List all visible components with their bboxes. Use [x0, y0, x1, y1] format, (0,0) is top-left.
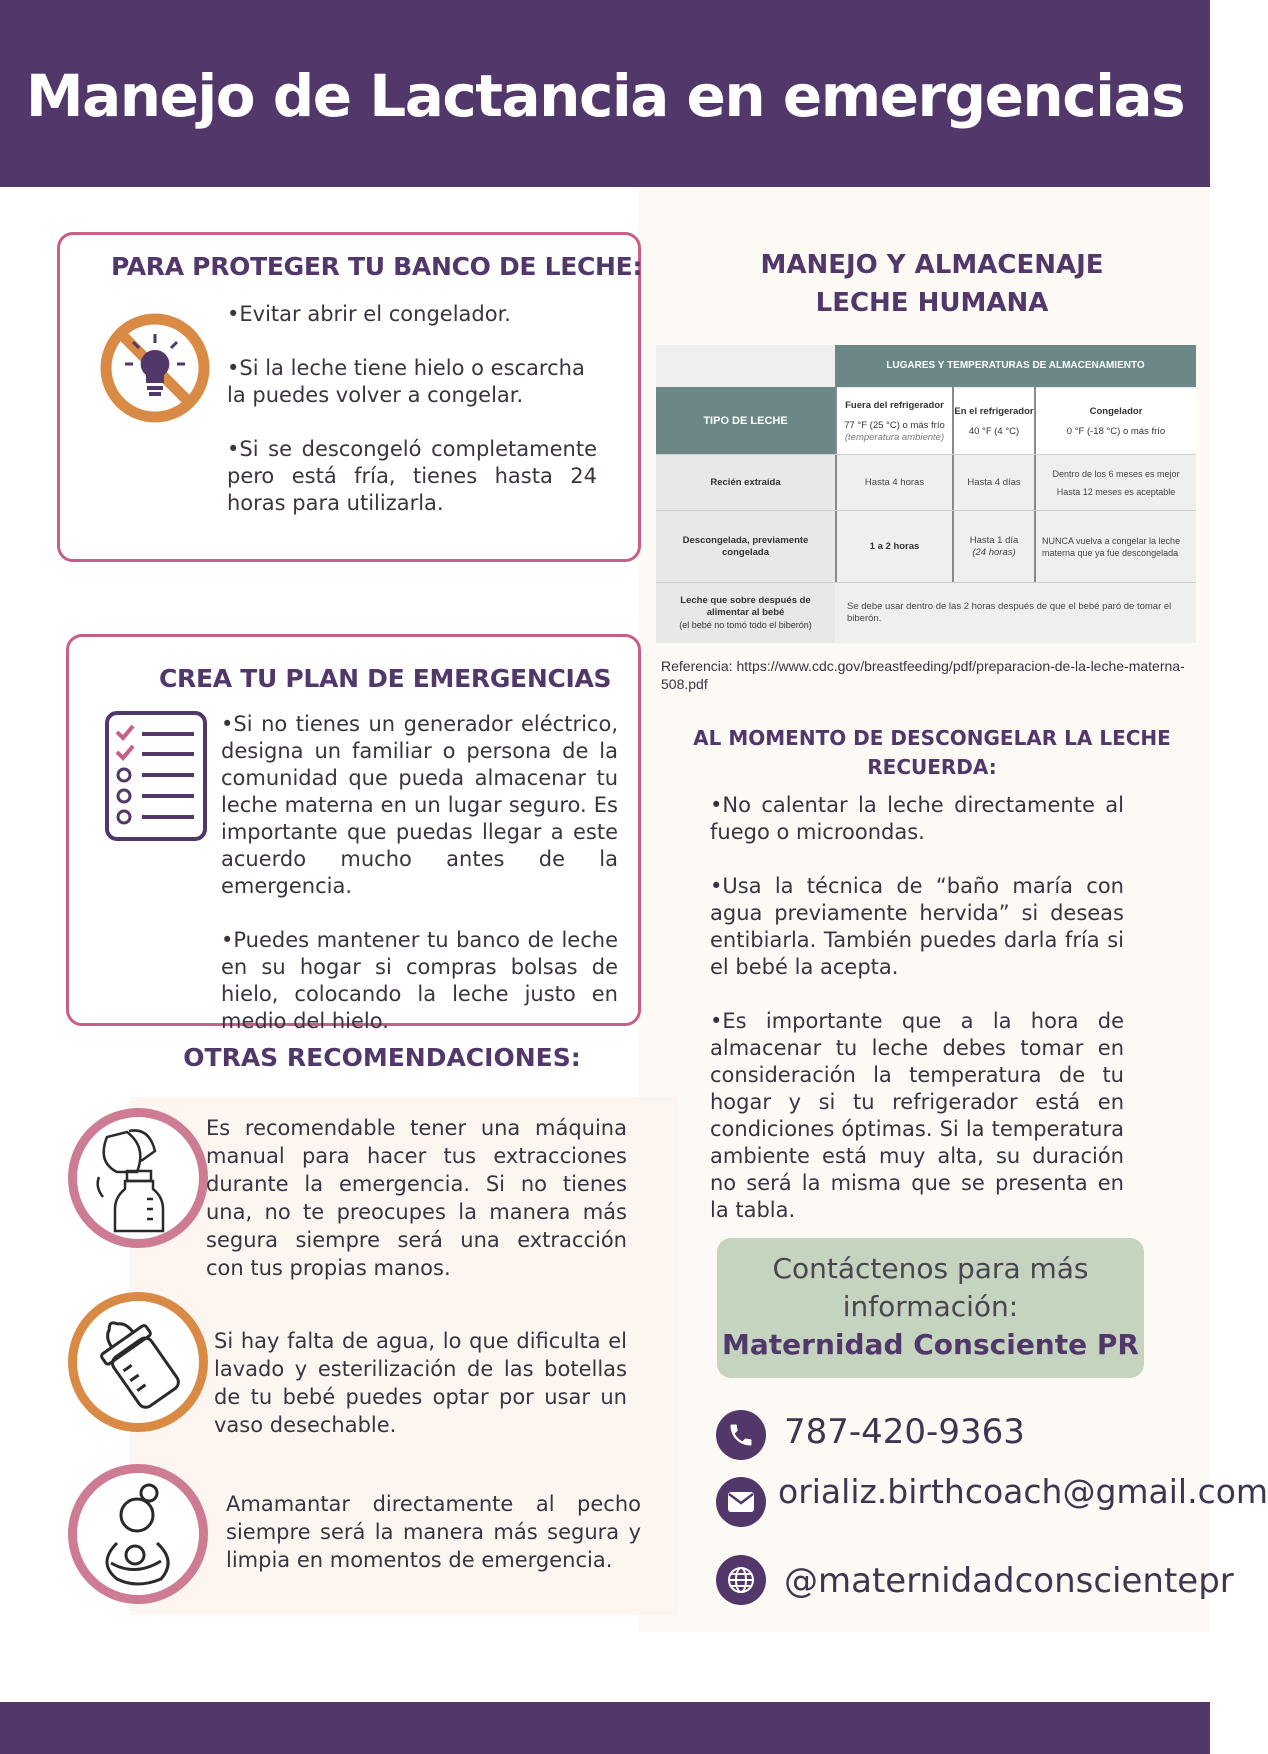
storage-title-line2: LECHE HUMANA — [815, 288, 1049, 318]
phone-number[interactable]: 787-420-9363 — [784, 1412, 1025, 1452]
storage-title — [656, 246, 1208, 322]
row-leftover-text: Se debe usar dentro de las 2 horas después de que el bebé paró de tomar el biberón. — [847, 601, 1172, 624]
thaw-title — [680, 724, 1184, 782]
row-thawed-head: Descongelada, previamente congelada — [656, 511, 835, 582]
protect-item: •Evitar abrir el congelador. — [227, 302, 511, 326]
protect-item: •Si la leche tiene hielo o escarcha la puedes volver a congelar. — [227, 356, 585, 407]
thaw-title-line1: AL MOMENTO DE DESCONGELAR LA LECHE — [693, 726, 1171, 750]
recommendation-pump: Es recomendable tener una máquina manual para hacer tus extracciones durante la emergencia. Si no tienes una, no te preocupes la manera más segura siempre será una extracción con tus propias manos. — [206, 1116, 627, 1280]
table-col-outside — [837, 389, 952, 454]
thaw-item: •Usa la técnica de “baño maría con agua previamente hervida” si deseas entibiarla. También puedes darla fría si el bebé la acepta. — [710, 874, 1124, 979]
contact-line1: Contáctenos para más — [772, 1252, 1089, 1285]
row-thawed-fridge — [954, 511, 1034, 582]
thaw-item: •Es importante que a la hora de almacenar tu leche debes tomar en consideración la temperatura de tu hogar y si tu refrigerador está en condiciones óptimas. Si la temperatura ambiente está muy alta, su duración no será la misma que se presenta en la tabla. — [710, 1009, 1124, 1222]
other-recommendations-title: OTRAS RECOMENDACIONES: — [183, 1043, 581, 1072]
globe-icon — [716, 1555, 766, 1605]
email-icon — [716, 1477, 766, 1527]
plan-list — [221, 711, 618, 1035]
row-fresh-freezer — [1036, 455, 1196, 510]
contact-line2: información: — [842, 1290, 1019, 1323]
table-top-header: LUGARES Y TEMPERATURAS DE ALMACENAMIENTO — [835, 345, 1196, 387]
breast-pump-icon — [68, 1108, 208, 1248]
protect-title: PARA PROTEGER TU BANCO DE LECHE: — [111, 252, 643, 281]
col-outside-temp: 77 °F (25 °C) o más frío — [844, 419, 945, 431]
contact-box — [717, 1238, 1144, 1378]
col-freezer-title: Congelador — [1089, 405, 1143, 417]
row-leftover-label: Leche que sobre después de alimentar al bebé — [680, 595, 811, 618]
thaw-title-line2: RECUERDA: — [867, 755, 997, 779]
row-fresh-outside: Hasta 4 horas — [864, 476, 925, 488]
recommendation-water: Si hay falta de agua, lo que dificulta el lavado y esterilización de las botellas de tu bebé puedes optar por usar un vaso desechable. — [214, 1329, 627, 1437]
social-handle[interactable]: @maternidadconscientepr — [784, 1561, 1234, 1601]
table-type-header: TIPO DE LECHE — [656, 387, 835, 454]
row-leftover-head — [656, 583, 835, 643]
row-thawed-freezer: NUNCA vuelva a congelar la leche materna que ya fue descongelada — [1042, 535, 1181, 558]
header-banner — [0, 0, 1210, 187]
row-fresh-head: Recién extraída — [656, 455, 835, 510]
email-address[interactable]: orializ.birthcoach@gmail.com — [778, 1472, 1268, 1511]
row-thawed-outside: 1 a 2 horas — [869, 540, 920, 552]
phone-icon — [716, 1410, 766, 1460]
plan-title: CREA TU PLAN DE EMERGENCIAS — [159, 664, 612, 693]
col-freezer-temp: 0 °F (-18 °C) o más frío — [1066, 425, 1166, 437]
breastfeeding-mother-icon — [68, 1464, 208, 1604]
row-leftover-note: (el bebé no tomó todo el biberón) — [679, 620, 812, 630]
row-thawed-fridge-a: Hasta 1 día — [969, 534, 1019, 546]
plan-item: •Si no tienes un generador eléctrico, designa un familiar o persona de la comunidad que pueda almacenar tu leche materna en un lugar seguro. Es importante que puedas llegar a este acuerdo mucho antes de la emergencia. — [221, 712, 618, 898]
row-fresh-freezer-a: Dentro de los 6 meses es mejor — [1052, 468, 1180, 479]
page-title: Manejo de Lactancia en emergencias — [25, 62, 1185, 130]
row-fresh-fridge: Hasta 4 días — [967, 476, 1021, 488]
footer-bar — [0, 1702, 1210, 1754]
reference-text: Referencia: https://www.cdc.gov/breastfeeding/pdf/preparacion-de-la-leche-materna-508.pdf — [661, 658, 1185, 692]
contact-org: Maternidad Consciente PR — [722, 1328, 1139, 1361]
thaw-item: •No calentar la leche directamente al fuego o microondas. — [710, 793, 1124, 844]
storage-table — [656, 345, 1196, 643]
no-light-icon — [99, 312, 211, 424]
col-outside-title: Fuera del refrigerador — [845, 399, 944, 411]
baby-bottle-icon — [68, 1292, 208, 1432]
col-fridge-temp: 40 °F (4 °C) — [968, 425, 1020, 437]
col-outside-note: (temperatura ambiente) — [844, 431, 945, 443]
table-col-fridge — [954, 389, 1034, 454]
recommendation-breastfeeding: Amamantar directamente al pecho siempre será la manera más segura y limpia en momentos de emergencia. — [226, 1492, 641, 1572]
plan-item: •Puedes mantener tu banco de leche en su hogar si compras bolsas de hielo, colocando la leche justo en medio del hielo. — [221, 928, 618, 1033]
row-thawed-fridge-b: (24 horas) — [972, 546, 1016, 558]
protect-item: •Si se descongeló completamente pero está fría, tienes hasta 24 horas para utilizarla. — [227, 437, 597, 515]
col-fridge-title: En el refrigerador — [954, 405, 1034, 417]
checklist-icon — [104, 710, 208, 842]
protect-list — [227, 301, 597, 517]
storage-title-line1: MANEJO Y ALMACENAJE — [760, 250, 1104, 280]
thaw-list — [710, 792, 1124, 1224]
table-col-freezer — [1036, 389, 1196, 454]
row-fresh-freezer-b: Hasta 12 meses es aceptable — [1056, 486, 1176, 497]
